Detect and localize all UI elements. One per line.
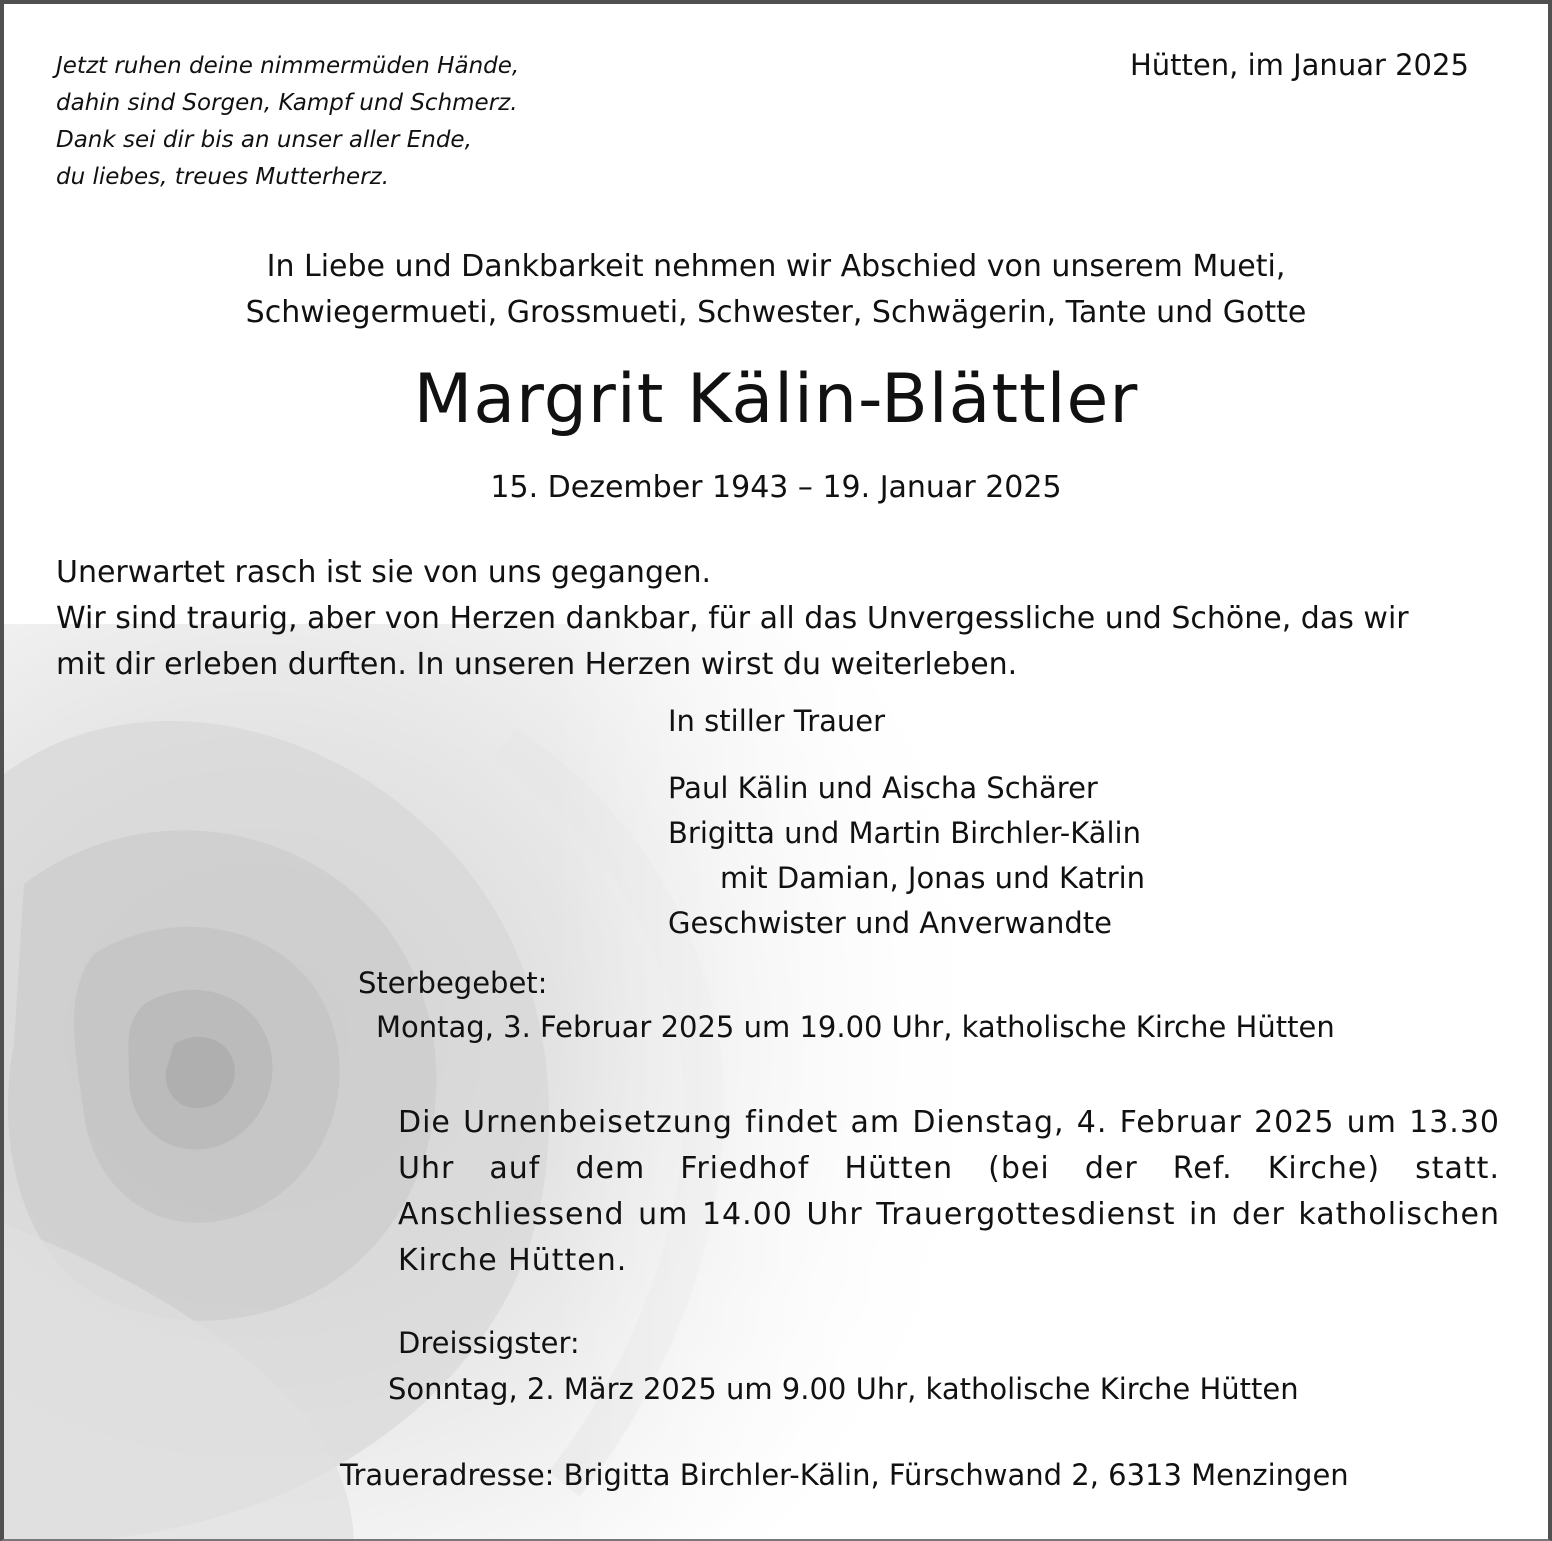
message-text (56, 550, 1409, 688)
life-dates: 15. Dezember 1943 – 19. Januar 2025 (490, 470, 1062, 505)
deceased-name: Margrit Kälin-Blättler (413, 360, 1139, 439)
dreissigster-label: Dreissigster: (398, 1326, 580, 1360)
intro-line: In Liebe und Dankbarkeit nehmen wir Abschied von unserem Mueti, (266, 249, 1286, 284)
mourners-list (668, 766, 1145, 946)
poem-line: Jetzt ruhen deine nimmermüden Hände, (56, 53, 520, 79)
place-date: Hütten, im Januar 2025 (1130, 48, 1469, 82)
message-line: Unerwartet rasch ist sie von uns gegangen. (56, 555, 711, 590)
mourner-line: Paul Kälin und Aischa Schärer (668, 771, 1098, 805)
mourning-label: In stiller Trauer (668, 704, 886, 738)
poem-line: Dank sei dir bis an unser aller Ende, (56, 127, 472, 153)
mourner-line: Brigitta und Martin Birchler-Kälin (668, 816, 1141, 850)
poem (56, 48, 519, 196)
sterbegebet-label: Sterbegebet: (358, 966, 548, 1000)
intro-text (4, 244, 1548, 336)
poem-line: dahin sind Sorgen, Kampf und Schmerz. (56, 90, 518, 116)
sterbegebet-detail: Montag, 3. Februar 2025 um 19.00 Uhr, katholische Kirche Hütten (376, 1010, 1335, 1044)
mourner-line: Geschwister und Anverwandte (668, 906, 1113, 940)
mourning-address: Traueradresse: Brigitta Birchler-Kälin, Fürschwand 2, 6313 Menzingen (340, 1458, 1349, 1492)
poem-line: du liebes, treues Mutterherz. (56, 164, 390, 190)
burial-text: Die Urnenbeisetzung findet am Dienstag, 4. Februar 2025 um 13.30 Uhr auf dem Friedhof Hütten (bei der Ref. Kirche) statt. Anschliessend um 14.00 Uhr Trauergottesdienst in der katholischen Kirche Hütten. (398, 1105, 1500, 1278)
intro-line: Schwiegermueti, Grossmueti, Schwester, Schwägerin, Tante und Gotte (245, 295, 1307, 330)
message-line: Wir sind traurig, aber von Herzen dankbar, für all das Unvergessliche und Schöne, das wir (56, 601, 1409, 636)
dreissigster-detail: Sonntag, 2. März 2025 um 9.00 Uhr, katholische Kirche Hütten (388, 1372, 1299, 1406)
mourner-line: mit Damian, Jonas und Katrin (720, 861, 1146, 895)
message-line: mit dir erleben durften. In unseren Herzen wirst du weiterleben. (56, 647, 1018, 682)
